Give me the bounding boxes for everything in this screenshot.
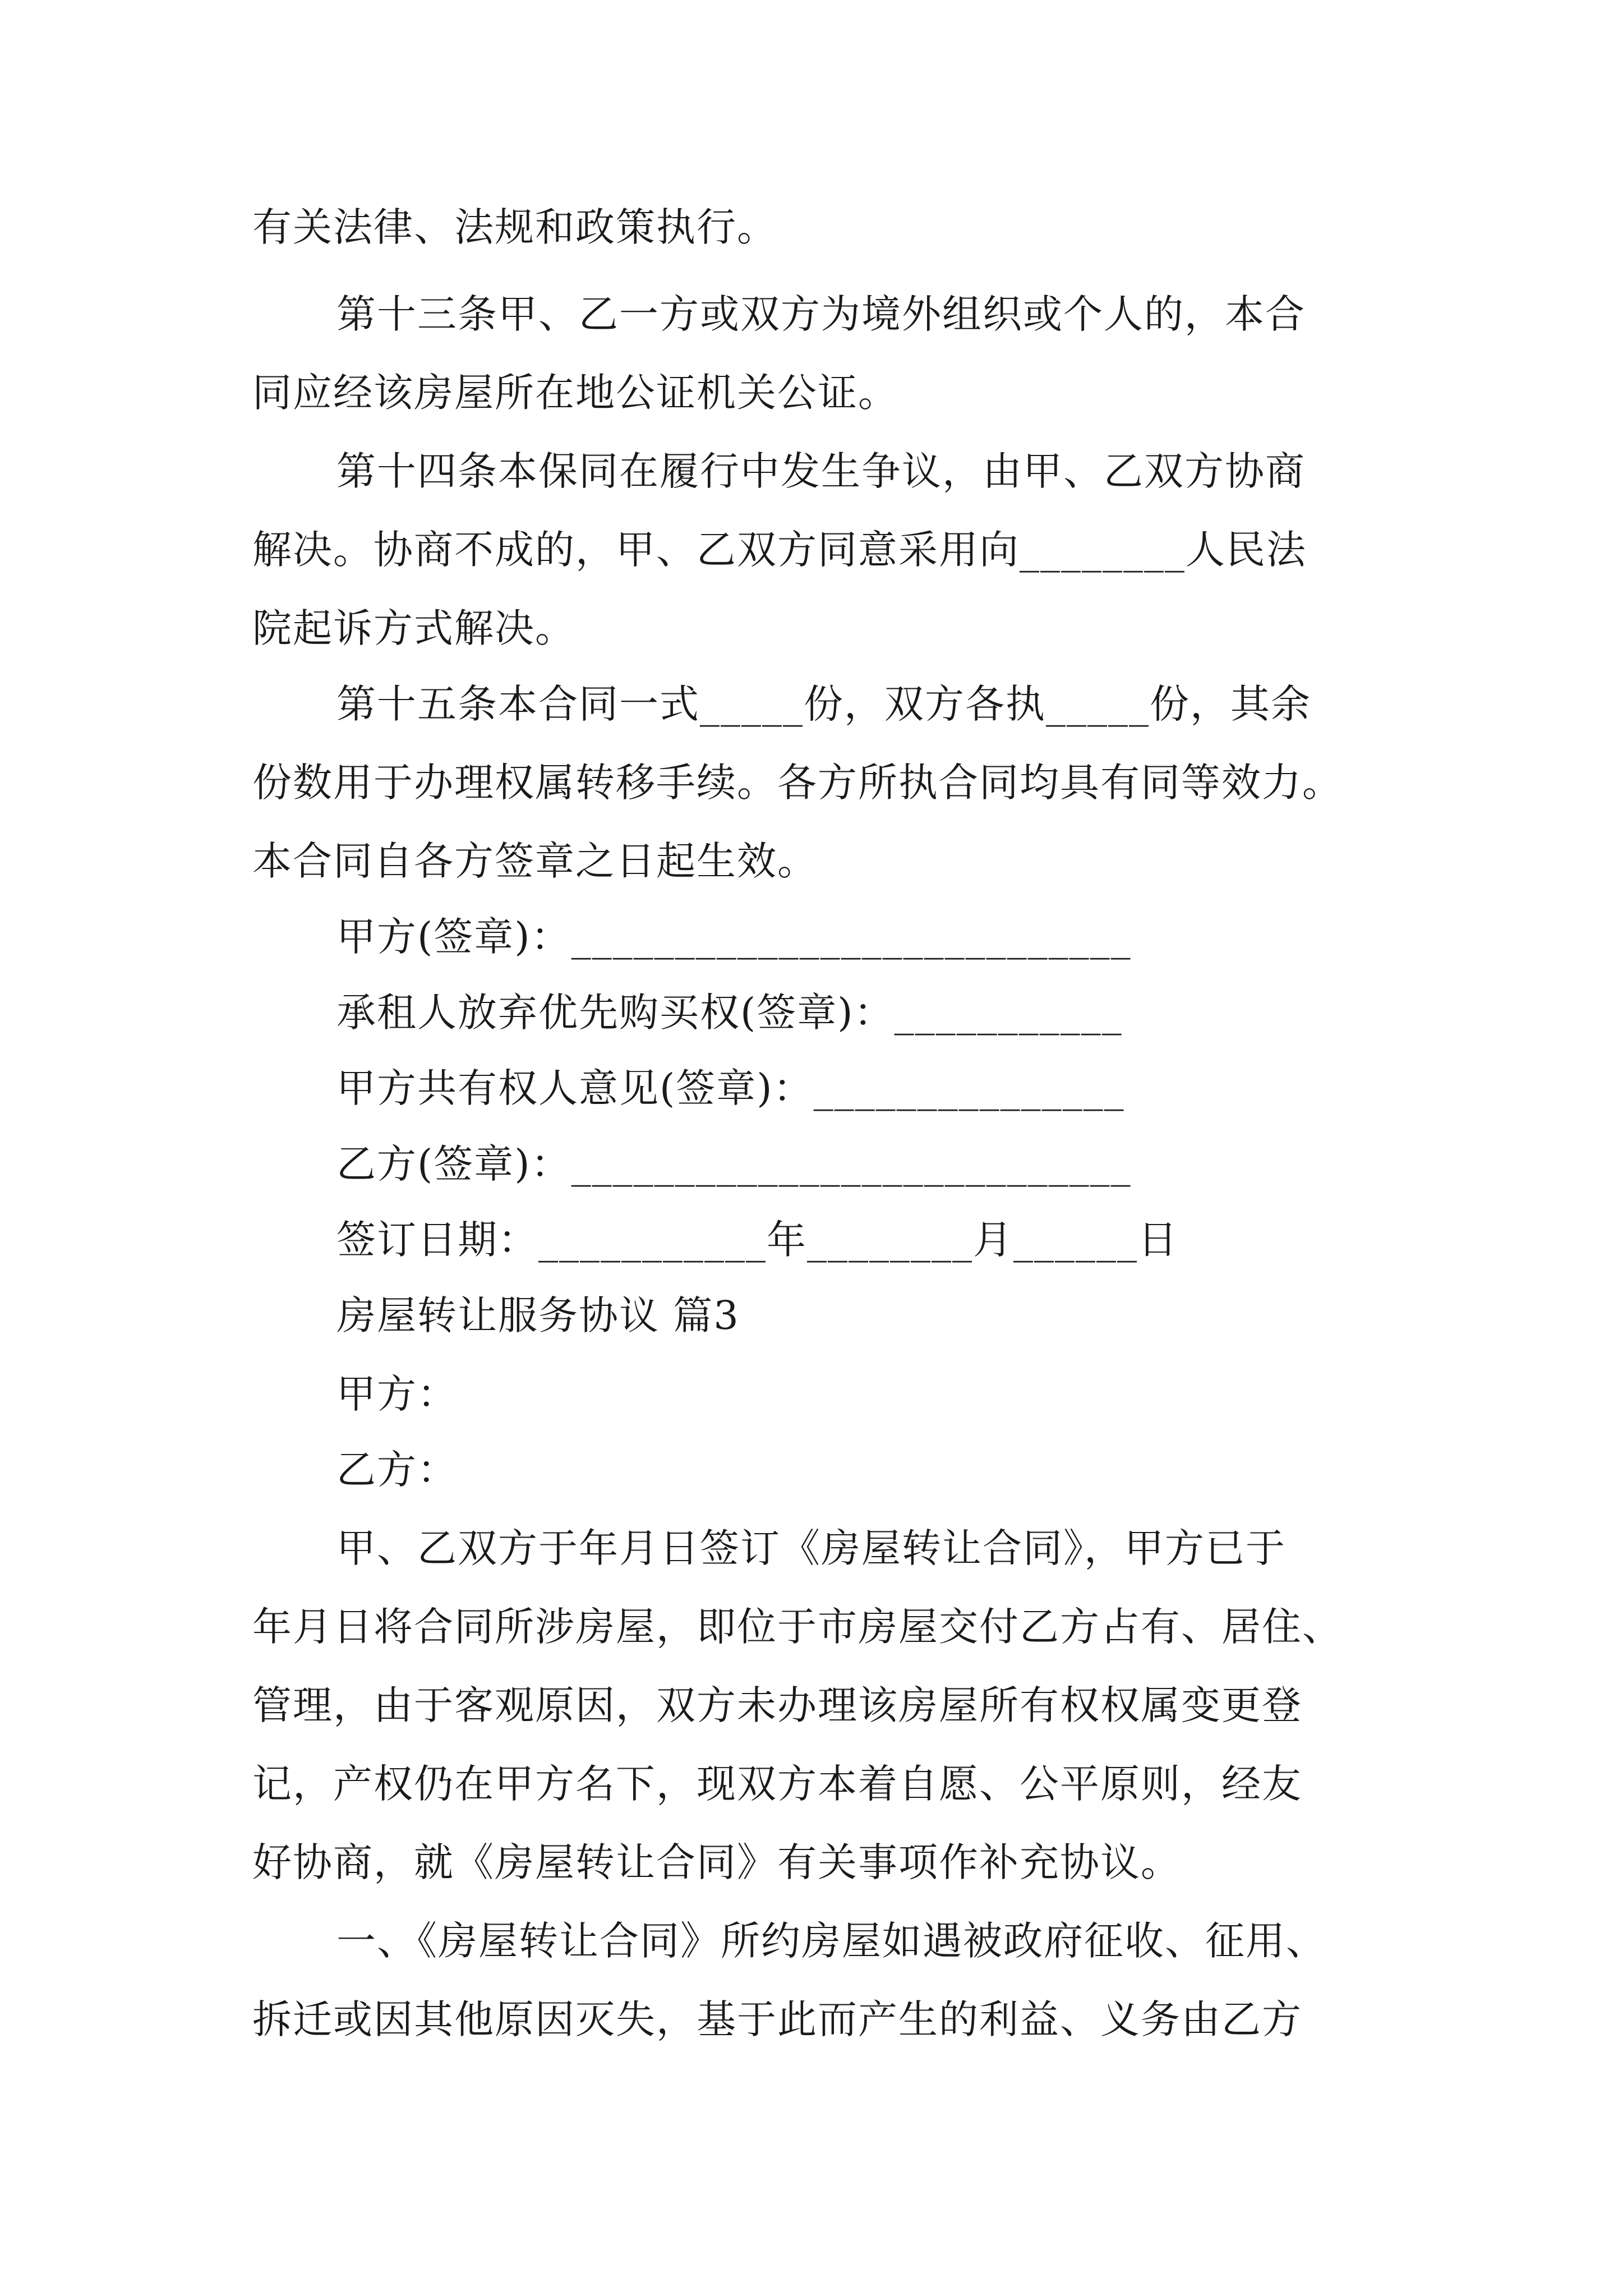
signature-line: 甲方(签章)：___________________________ xyxy=(336,914,1132,960)
text-line: 拆迁或因其他原因灭失，基于此而产生的利益、义务由乙方 xyxy=(252,1996,1302,2042)
text-line: 同应经该房屋所在地公证机关公证。 xyxy=(252,370,898,416)
signature-line: 乙方(签章)：___________________________ xyxy=(336,1141,1132,1187)
text-line: 第十四条本保同在履行中发生争议，由甲、乙双方协商 xyxy=(336,448,1306,494)
text-line: 第十五条本合同一式_____份，双方各执_____份，其余 xyxy=(336,681,1311,727)
text-line: 年月日将合同所涉房屋，即位于市房屋交付乙方占有、居住、 xyxy=(252,1604,1343,1650)
text-line: 甲、乙双方于年月日签订《房屋转让合同》，甲方已于 xyxy=(336,1525,1286,1571)
text-line: 第十三条甲、乙一方或双方为境外组织或个人的，本合 xyxy=(336,291,1306,337)
party-a-label: 甲方： xyxy=(336,1371,458,1417)
text-line: 记，产权仍在甲方名下，现双方本着自愿、公平原则，经友 xyxy=(252,1761,1302,1807)
text-line: 有关法律、法规和政策执行。 xyxy=(252,204,777,250)
text-line: 管理，由于客观原因，双方未办理该房屋所有权权属变更登 xyxy=(252,1682,1302,1728)
section-heading: 房屋转让服务协议 篇3 xyxy=(336,1292,740,1338)
text-line: 份数用于办理权属转移手续。各方所执合同均具有同等效力。 xyxy=(252,760,1343,806)
date-line: 签订日期：___________年________月______日 xyxy=(336,1217,1178,1263)
text-line: 解决。协商不成的，甲、乙双方同意采用向________人民法 xyxy=(252,527,1307,573)
signature-line: 承租人放弃优先购买权(签章)：___________ xyxy=(336,990,1123,1036)
signature-line: 甲方共有权人意见(签章)：_______________ xyxy=(336,1065,1125,1111)
text-line: 本合同自各方签章之日起生效。 xyxy=(252,838,818,884)
text-line: 院起诉方式解决。 xyxy=(252,605,575,651)
text-line: 一、《房屋转让合同》所约房屋如遇被政府征收、征用、 xyxy=(336,1918,1326,1964)
party-b-label: 乙方： xyxy=(336,1447,458,1493)
text-line: 好协商，就《房屋转让合同》有关事项作补充协议。 xyxy=(252,1839,1181,1885)
